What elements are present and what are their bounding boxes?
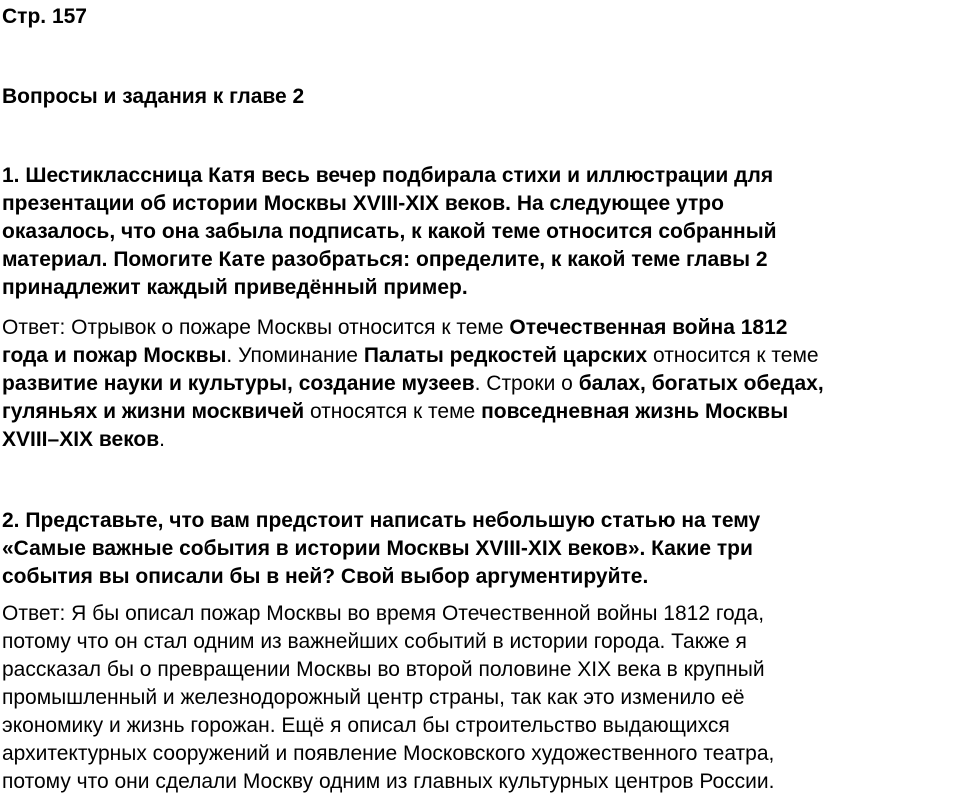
answer-1-line <box>2 426 957 454</box>
answer-text: Ответ: Отрывок о пожаре Москвы относится к теме <box>2 316 510 339</box>
question-2-line: «Самые важные события в истории Москвы XVIII-XIX веков». Какие три <box>2 537 753 560</box>
answer-1-line <box>2 370 957 398</box>
answer-1-line <box>2 398 957 426</box>
chapter-title: Вопросы и задания к главе 2 <box>2 85 305 108</box>
question-1-line: 1. Шестиклассница Катя весь вечер подбирала стихи и иллюстрации для <box>2 164 774 187</box>
answer-1 <box>2 314 957 454</box>
answer-2-line: рассказал бы о превращении Москвы во второй половине XIX века в крупный <box>2 658 765 681</box>
answer-highlight: Палаты редкостей царских <box>363 344 648 367</box>
page-number: Стр. 157 <box>2 5 87 28</box>
answer-text: . <box>159 428 166 451</box>
answer-2-line: промышленный и железнодорожный центр страны, так как это изменило её <box>2 686 745 709</box>
answer-highlight: гуляньях и жизни москвичей <box>2 400 305 423</box>
answer-text: относится к теме <box>647 344 819 367</box>
question-2 <box>2 507 954 591</box>
answer-1-line <box>2 342 957 370</box>
question-1-line: презентации об истории Москвы XVIII-XIX веков. На следующее утро <box>2 192 724 215</box>
answer-highlight: развитие науки и культуры, создание музеев <box>2 372 475 395</box>
answer-2-line: потому что они сделали Москву одним из главных культурных центров России. <box>2 770 775 793</box>
question-2-line: 2. Представьте, что вам предстоит написать небольшую статью на тему <box>2 509 761 532</box>
question-1-line: оказалось, что она забыла подписать, к какой теме относится собранный <box>2 220 777 243</box>
answer-highlight: Отечественная война 1812 <box>509 316 788 339</box>
question-1-line: материал. Помогите Кате разобраться: определите, к какой теме главы 2 <box>2 248 768 271</box>
answer-1-line <box>2 314 957 342</box>
answer-text: относятся к теме <box>304 400 482 423</box>
answer-highlight: балах, богатых обедах, <box>578 372 824 395</box>
answer-2-line: потому что он стал одним из важнейших событий в истории города. Также я <box>2 630 747 653</box>
answer-2-line: Ответ: Я бы описал пожар Москвы во время Отечественной войны 1812 года, <box>2 602 765 625</box>
answer-2-line: экономику и жизнь горожан. Ещё я описал бы строительство выдающихся <box>2 714 730 737</box>
answer-text: . Строки о <box>474 372 579 395</box>
question-1-line: принадлежит каждый приведённый пример. <box>2 276 468 299</box>
answer-2 <box>2 600 957 796</box>
answer-highlight: года и пожар Москвы <box>2 344 227 367</box>
question-1 <box>2 162 954 302</box>
answer-2-line: архитектурных сооружений и появление Московского художественного театра, <box>2 742 775 765</box>
answer-text: . Упоминание <box>226 344 364 367</box>
answer-highlight: XVIII–XIX веков <box>2 428 160 451</box>
question-2-line: события вы описали бы в ней? Свой выбор аргументируйте. <box>2 565 649 588</box>
answer-highlight: повседневная жизнь Москвы <box>481 400 789 423</box>
